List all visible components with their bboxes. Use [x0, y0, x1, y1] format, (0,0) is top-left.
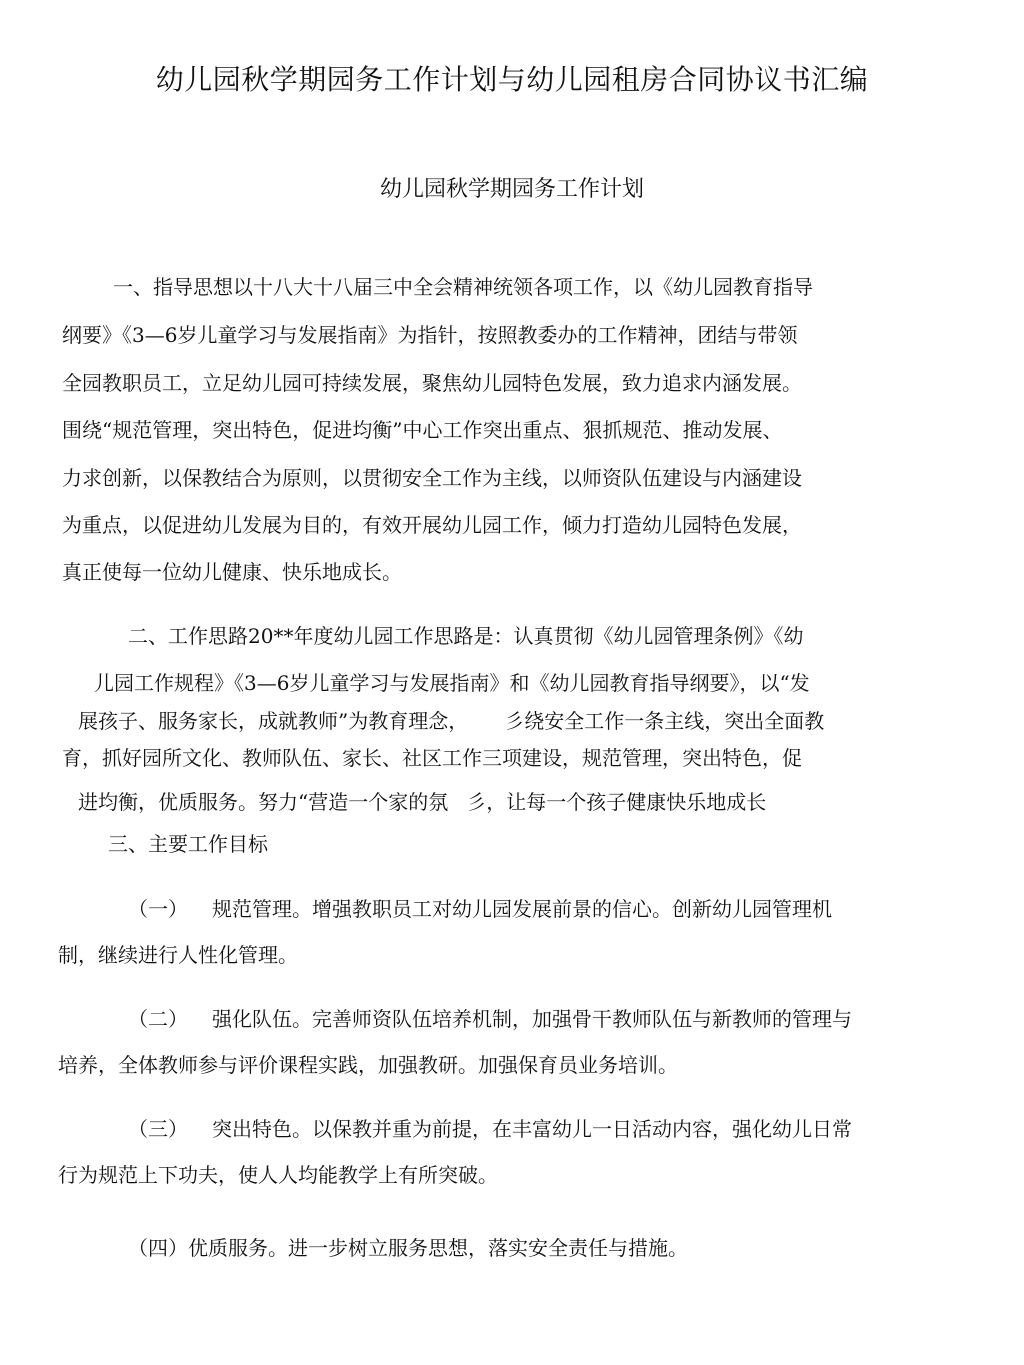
text-line: 真正使每一位幼儿健康、快乐地成长。 — [62, 560, 402, 584]
goal-label: （一） — [128, 897, 188, 921]
text-fragment: 进均衡，优质服务。努力“营造一个家的氛 — [78, 790, 449, 814]
text-fragment: 展孩子、服务家长，成就教师”为教育理念， — [78, 709, 469, 733]
text-line — [78, 790, 766, 814]
goal-label: （二） — [128, 1007, 188, 1031]
text-line — [128, 897, 832, 921]
section-heading: 三、主要工作目标 — [108, 832, 268, 856]
text-line: 培养，全体教师参与评价课程实践，加强教研。加强保育员业务培训。 — [58, 1053, 678, 1077]
text-line: 全园教职员工，立足幼儿园可持续发展，聚焦幼儿园特色发展，致力追求内涵发展。 — [62, 371, 802, 395]
goal-item: （四）优质服务。进一步树立服务思想，落实安全责任与措施。 — [128, 1236, 688, 1260]
text-line — [78, 709, 824, 733]
text-line: 行为规范上下功夫，使人人均能教学上有所突破。 — [58, 1163, 498, 1187]
document-title: 幼儿园秋学期园务工作计划与幼儿园租房合同协议书汇编 — [155, 63, 869, 96]
goal-text: 强化队伍。完善师资队伍培养机制，加强骨干教师队伍与新教师的管理与 — [212, 1007, 852, 1031]
text-line: 力求创新，以保教结合为原则，以贯彻安全工作为主线，以师资队伍建设与内涵建设 — [62, 466, 802, 490]
text-line: 纲要》《3—6岁儿童学习与发展指南》为指针，按照教委办的工作精神，团结与带领 — [62, 323, 798, 347]
text-line: 育，抓好园所文化、教师队伍、家长、社区工作三项建设，规范管理，突出特色，促 — [62, 746, 802, 770]
goal-text: 规范管理。增强教职员工对幼儿园发展前景的信心。创新幼儿园管理机 — [212, 897, 832, 921]
text-line: 一、指导思想以十八大十八届三中全会精神统领各项工作，以《幼儿园教育指导 — [113, 275, 813, 299]
text-line — [128, 1117, 852, 1141]
goal-text: 突出特色。以保教并重为前提，在丰富幼儿一日活动内容，强化幼儿日常 — [212, 1117, 852, 1141]
section-title: 幼儿园秋学期园务工作计划 — [379, 177, 644, 202]
text-fragment: 彡绕安全工作一条主线，突出全面教 — [504, 709, 825, 733]
goal-label: （三） — [128, 1117, 188, 1141]
text-line: 儿园工作规程》《3—6岁儿童学习与发展指南》和《幼儿园教育指导纲要》，以“发 — [94, 671, 810, 695]
text-line — [128, 1007, 852, 1031]
text-line: 二、工作思路20**年度幼儿园工作思路是：认真贯彻《幼儿园管理条例》《幼 — [128, 624, 804, 648]
text-line: 制，继续进行人性化管理。 — [58, 943, 298, 967]
text-line: 围绕“规范管理，突出特色，促进均衡”中心工作突出重点、狠抓规范、推动发展、 — [62, 418, 783, 442]
text-line: 为重点，以促进幼儿发展为目的，有效开展幼儿园工作，倾力打造幼儿园特色发展， — [62, 513, 802, 537]
text-fragment: 彡，让每一个孩子健康快乐地成长 — [466, 790, 767, 814]
